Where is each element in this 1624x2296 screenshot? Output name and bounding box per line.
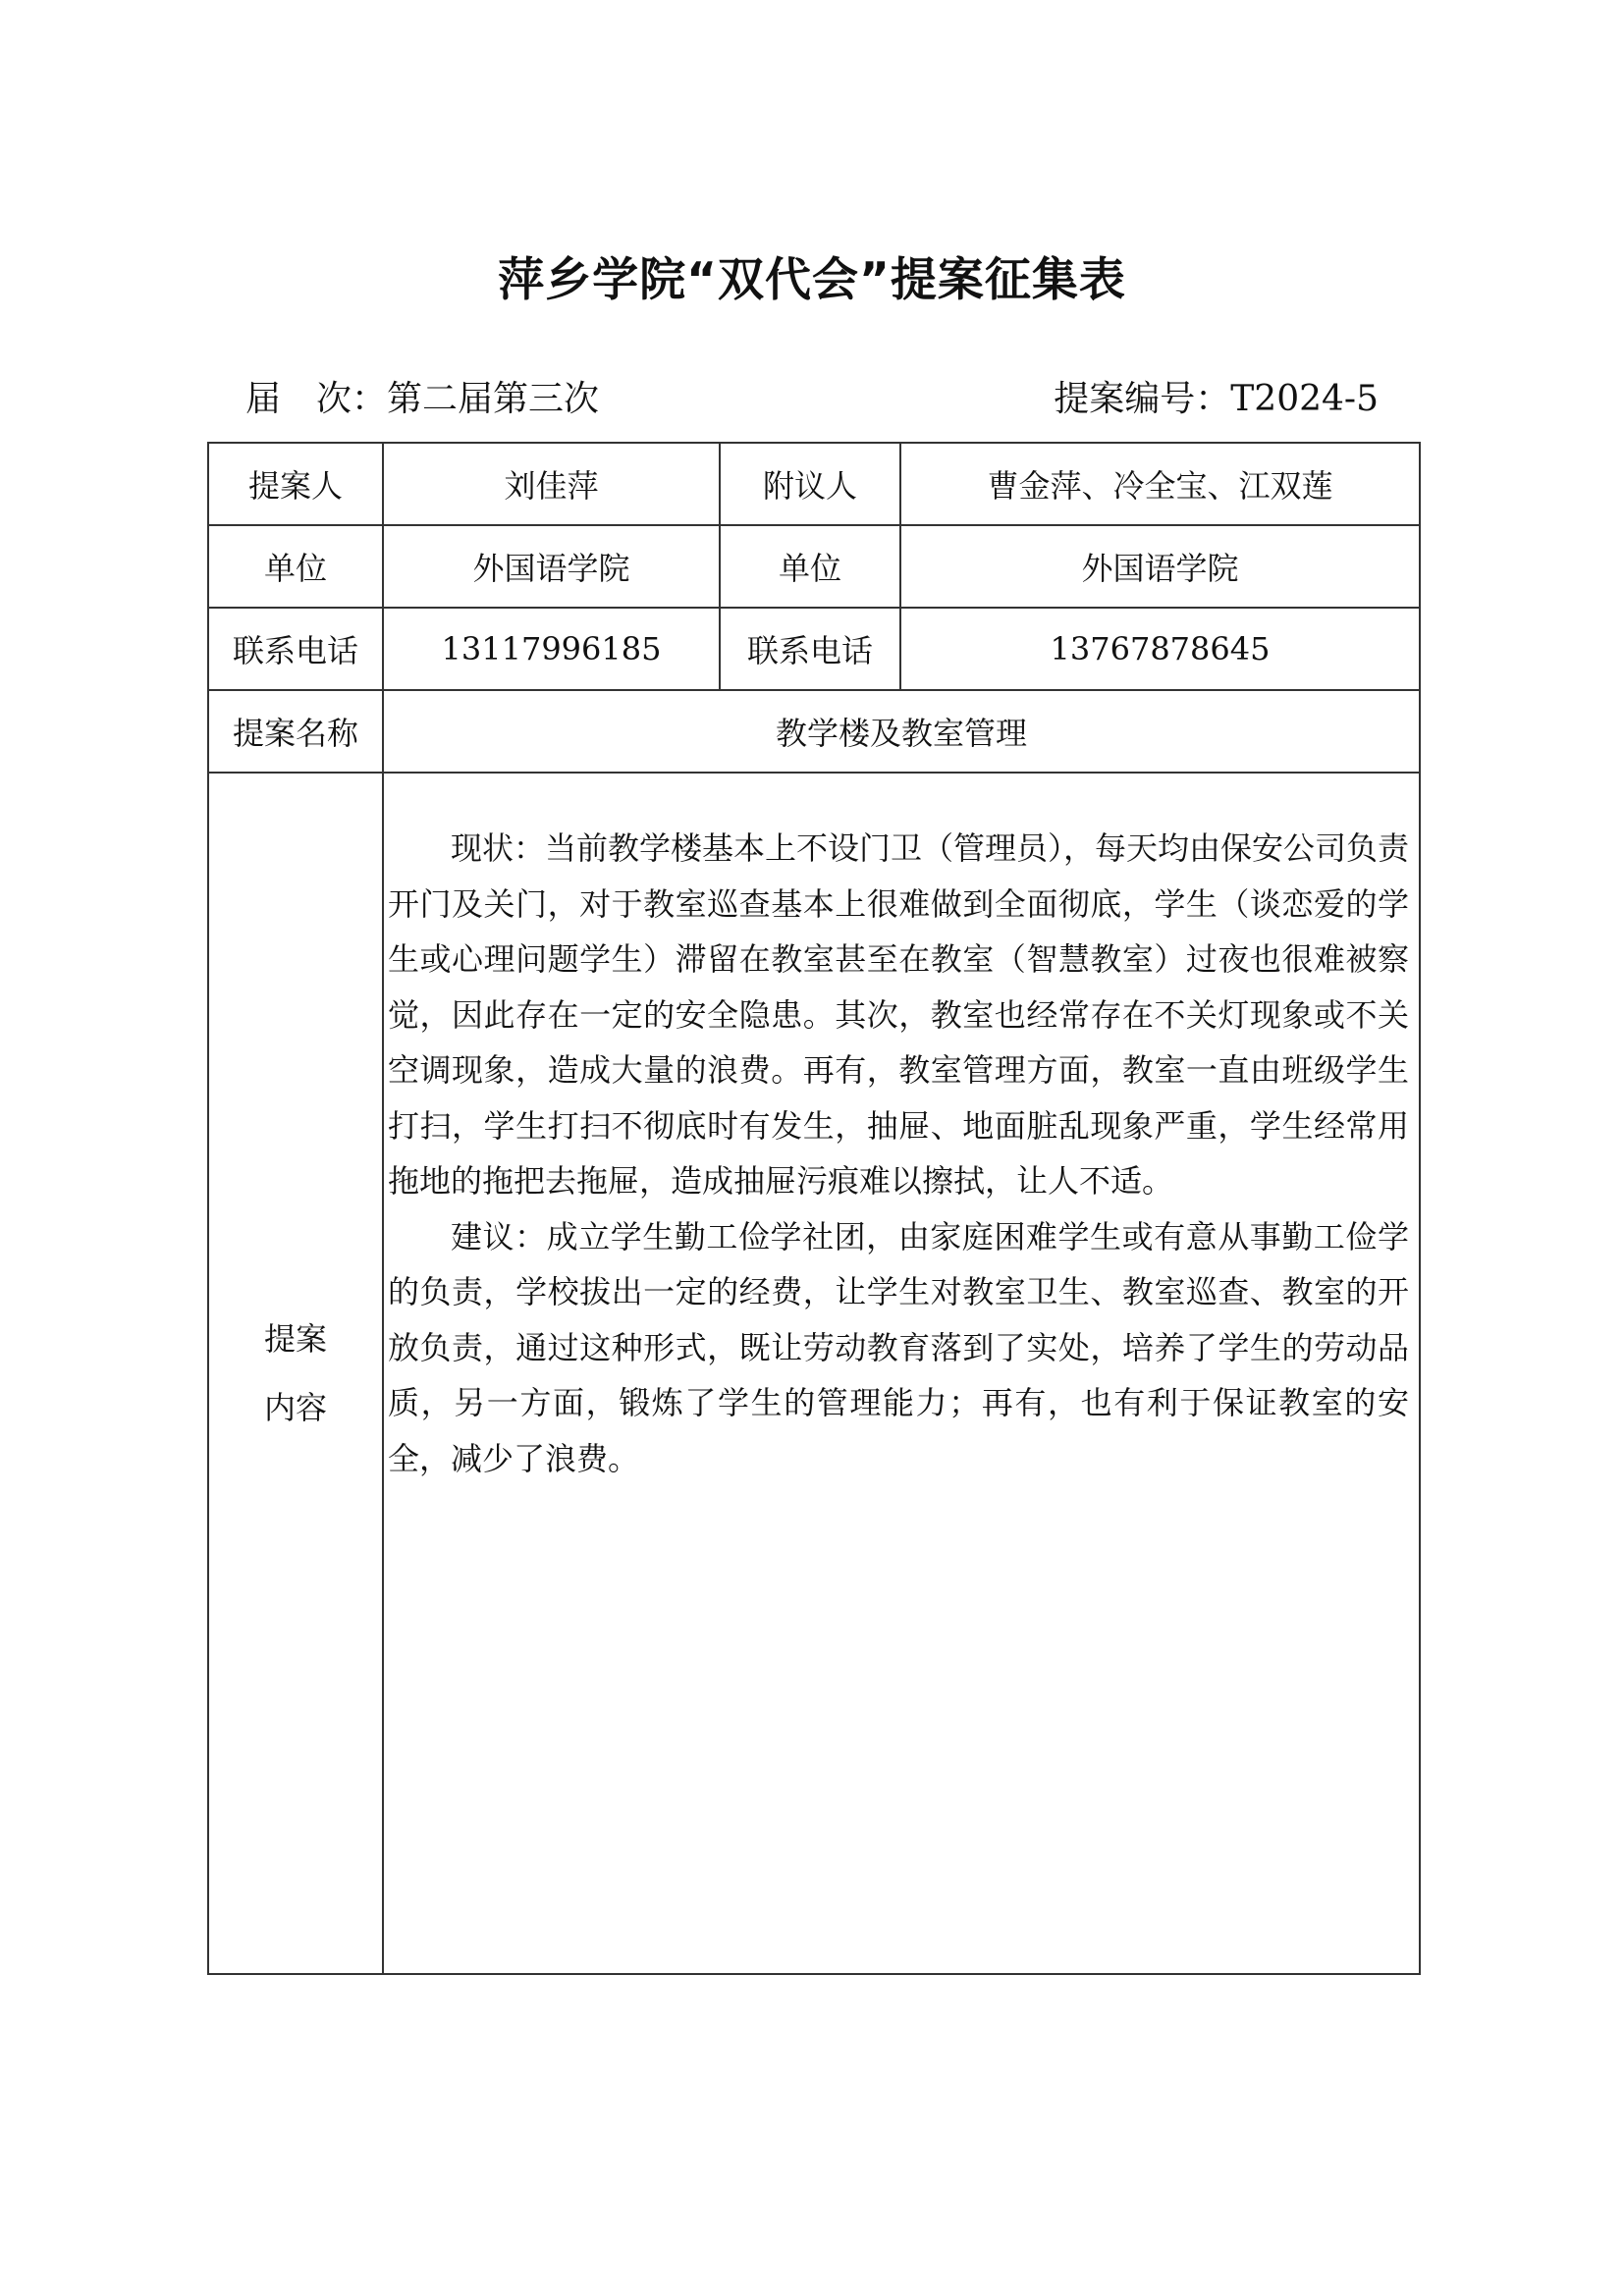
proposer-row — [208, 443, 1420, 525]
proposal-form-table — [207, 442, 1421, 1975]
cosigner-unit-value: 外国语学院 — [900, 525, 1420, 608]
cosigner-unit-label: 单位 — [720, 525, 900, 608]
cosigner-phone-value: 13767878645 — [900, 608, 1420, 690]
content-label-line-2: 内容 — [263, 1389, 327, 1426]
content-paragraph-suggestion: 建议：成立学生勤工俭学社团，由家庭困难学生或有意从事勤工俭学的负责，学校拔出一定的经费，让学生对教室卫生、教室巡查、教室的开放负责，通过这种形式，既让劳动教育落到了实处，培养了学生的劳动品质，另一方面，锻炼了学生的管理能力；再有，也有利于保证教室的安全，减少了浪费。 — [388, 1217, 1409, 1477]
phone-row — [208, 608, 1420, 690]
proposer-unit-label: 单位 — [208, 525, 383, 608]
proposer-phone-label: 联系电话 — [208, 608, 383, 690]
proposal-number-value: T2024-5 — [1230, 379, 1379, 419]
proposal-content-label — [208, 773, 383, 1974]
page-title: 萍乡学院“双代会”提案征集表 — [498, 253, 1126, 307]
proposal-number-label: 提案编号： — [1054, 379, 1231, 419]
proposal-number-info — [1054, 376, 1379, 423]
proposer-unit-value: 外国语学院 — [383, 525, 720, 608]
session-info — [245, 376, 599, 423]
proposer-value: 刘佳萍 — [383, 443, 720, 525]
content-paragraph-status: 现状：当前教学楼基本上不设门卫（管理员），每天均由保安公司负责开门及关门，对于教室巡查基本上很难做到全面彻底，学生（谈恋爱的学生或心理问题学生）滞留在教室甚至在教室（智慧教室）过夜也很难被察觉，因此存在一定的安全隐患。其次，教室也经常存在不关灯现象或不关空调现象，造成大量的浪费。再有，教室管理方面，教室一直由班级学生打扫，学生打扫不彻底时有发生，抽屉、地面脏乱现象严重，学生经常用拖地的拖把去拖屉，造成抽屉污痕难以擦拭，让人不适。 — [388, 829, 1410, 1200]
proposal-name-value: 教学楼及教室管理 — [383, 690, 1420, 773]
proposal-content-body — [384, 774, 1419, 1486]
content-label-line-1: 提案 — [263, 1320, 327, 1358]
proposer-phone-value: 13117996185 — [383, 608, 720, 690]
proposer-label: 提案人 — [208, 443, 383, 525]
unit-row — [208, 525, 1420, 608]
cosigner-phone-label: 联系电话 — [720, 608, 900, 690]
session-label: 届 次： — [245, 379, 388, 419]
cosigner-label: 附议人 — [720, 443, 900, 525]
proposal-content-row — [208, 773, 1420, 1974]
session-value: 第二届第三次 — [387, 379, 600, 419]
proposal-name-label: 提案名称 — [208, 690, 383, 773]
proposal-content-cell — [383, 773, 1420, 1974]
proposal-name-row — [208, 690, 1420, 773]
cosigner-value: 曹金萍、冷全宝、江双莲 — [900, 443, 1420, 525]
